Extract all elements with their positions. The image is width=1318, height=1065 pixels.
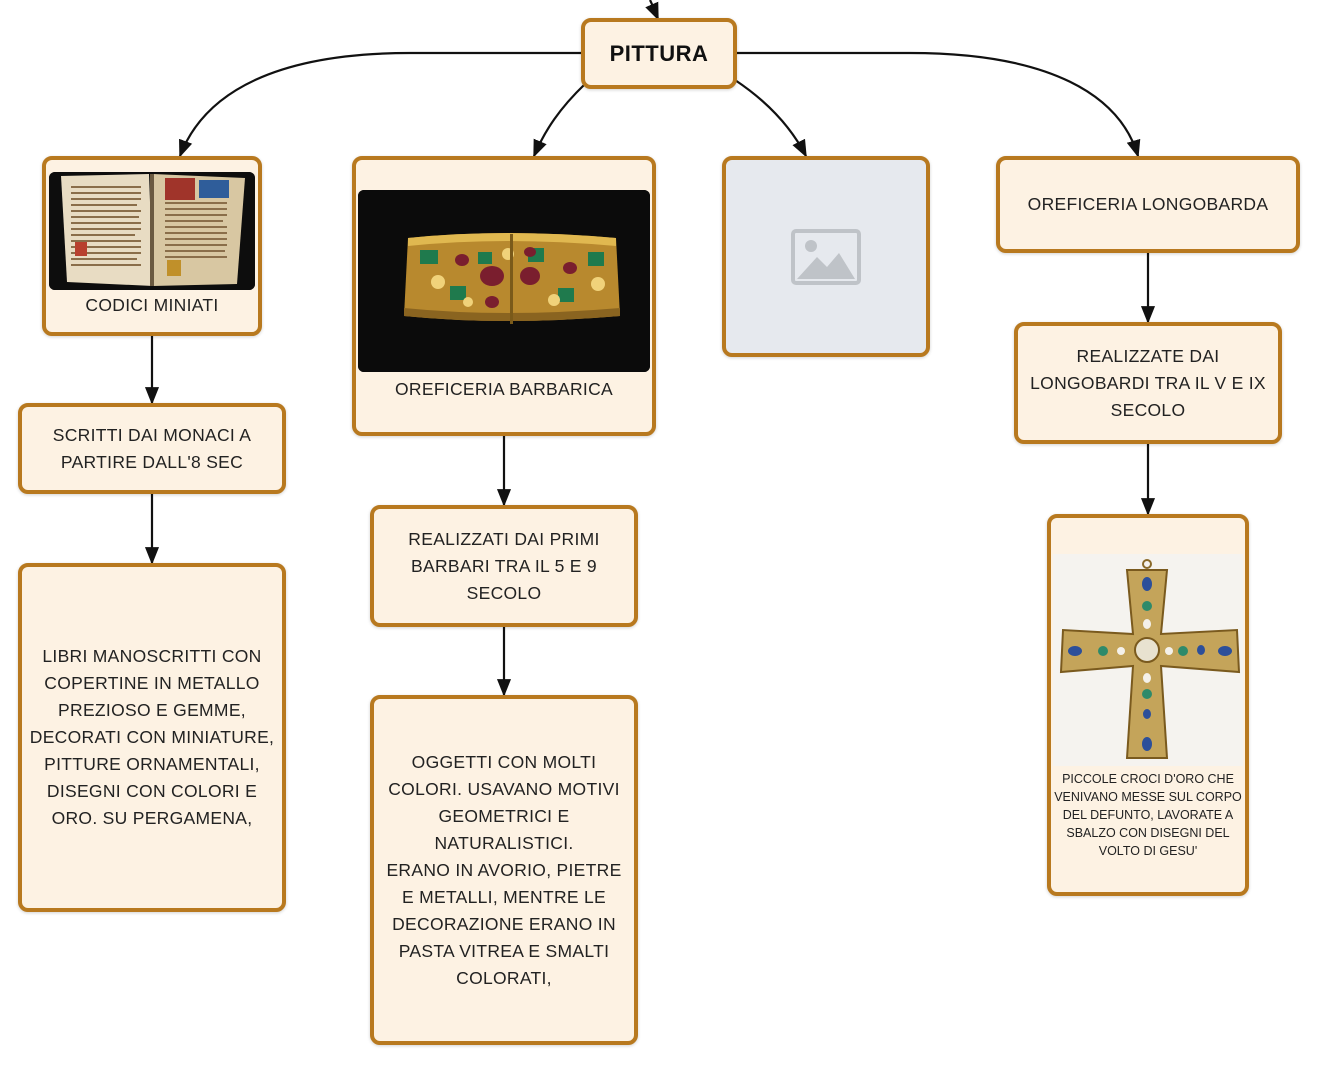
barbarica-step2-text-b: ERANO IN AVORIO, PIETRE E METALLI, MENTRE LE DECORAZIONE ERANO IN PASTA VITREA E SMALTI COLORATI, — [386, 859, 622, 988]
codici-miniati-title: CODICI MINIATI — [85, 295, 219, 315]
root-label: PITTURA — [609, 41, 709, 66]
jeweled-crown-image — [358, 190, 650, 372]
longobarda-step1-node[interactable] — [1014, 322, 1282, 444]
edge-root-placeholder — [735, 80, 806, 156]
root-node[interactable] — [581, 18, 737, 89]
codici-step2-text: LIBRI MANOSCRITTI CON COPERTINE IN METALLO PREZIOSO E GEMME, DECORATI CON MINIATURE, PITTURE ORNAMENTALI, DISEGNI CON COLORI E ORO. SU PERGAMENA, — [29, 646, 275, 828]
barbarica-step1-node[interactable] — [370, 505, 638, 627]
longobarda-step2-node[interactable] — [1047, 514, 1249, 896]
image-placeholder-icon — [791, 229, 861, 285]
edge-root-barbarica — [534, 84, 585, 156]
edge-root-codici — [180, 53, 583, 156]
barbarica-step2-node[interactable] — [370, 695, 638, 1045]
codici-step2-node[interactable] — [18, 563, 286, 912]
oreficeria-barbarica-title: OREFICERIA BARBARICA — [395, 379, 613, 399]
illuminated-manuscript-image — [49, 172, 255, 290]
longobarda-step2-text: PICCOLE CROCI D'ORO CHE VENIVANO MESSE SUL CORPO DEL DEFUNTO, LAVORATE A SBALZO CON DISEGNI DEL VOLTO DI GESU' — [1054, 772, 1242, 858]
image-placeholder-node[interactable] — [722, 156, 930, 357]
oreficeria-barbarica-node[interactable] — [352, 156, 656, 436]
barbarica-step1-text: REALIZZATI DAI PRIMI BARBARI TRA IL 5 E 9 SECOLO — [408, 528, 600, 603]
edge-incoming — [650, 0, 658, 19]
edge-root-longobarda — [735, 53, 1138, 156]
longobarda-step1-text: REALIZZATE DAI LONGOBARDI TRA IL V E IX SECOLO — [1030, 345, 1266, 420]
codici-miniati-node[interactable] — [42, 156, 262, 336]
codici-step1-text: SCRITTI DAI MONACI A PARTIRE DALL'8 SEC — [52, 424, 252, 472]
barbarica-step2-text-a: OGGETTI CON MOLTI COLORI. USAVANO MOTIVI GEOMETRICI E NATURALISTICI. — [388, 751, 620, 853]
jeweled-cross-image — [1053, 554, 1243, 766]
oreficeria-longobarda-node[interactable] — [996, 156, 1300, 253]
codici-step1-node[interactable] — [18, 403, 286, 494]
oreficeria-longobarda-title: OREFICERIA LONGOBARDA — [1027, 194, 1269, 214]
